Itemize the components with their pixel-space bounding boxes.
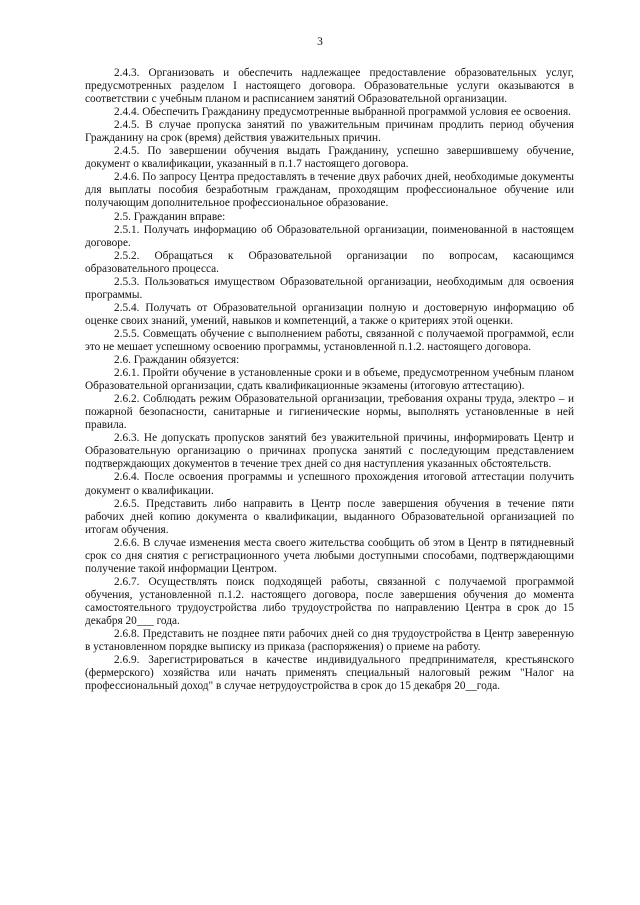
paragraph: 2.6.1. Пройти обучение в установленные сроки и в объеме, предусмотренном учебным планом Образовательной организации, сдать квалификационные экзамены (итоговую аттестацию). — [85, 367, 574, 393]
paragraph: 2.5. Гражданин вправе: — [114, 210, 226, 223]
paragraph: 2.6.7. Осуществлять поиск подходящей работы, связанной с получаемой программой обучения, установленной п.1.2. настоящего договора, после завершения обучения до момента самостоятельного трудоустройства либо трудоустройства по направлению Центра в срок до 15 декабря 20___ года. — [85, 575, 574, 627]
paragraph: 2.4.6. По запросу Центра предоставлять в течение двух рабочих дней, необходимые документы для выплаты пособия безработным гражданам, проходящим профессиональное обучение или получающим дополнительное профессиональное образование. — [85, 171, 574, 210]
paragraph: 2.6.3. Не допускать пропусков занятий без уважительной причины, информировать Центр и Образовательную организацию о причинах пропуска занятий с последующим представлением подтверждающих документов в течение трех дней со дня наступления указанных обстоятельств. — [85, 432, 574, 471]
paragraph: 2.4.3. Организовать и обеспечить надлежащее предоставление образовательных услуг, предусмотренных разделом I настоящего договора. Образовательные услуги оказываются в соответствии с учебным планом и расписанием занятий Образовательной организации. — [85, 67, 574, 106]
paragraph: 2.5.5. Совмещать обучение с выполнением работы, связанной с получаемой программой, если это не мешает успешному освоению программы, установленной п.1.2. настоящего договора. — [85, 327, 574, 353]
paragraph: 2.5.4. Получать от Образовательной организации полную и достоверную информацию об оценке своих знаний, умений, навыков и компетенций, а также о критериях этой оценки. — [85, 301, 574, 327]
paragraph: 2.5.3. Пользоваться имуществом Образовательной организации, необходимым для освоения программы. — [85, 275, 574, 301]
paragraph: 2.4.4. Обеспечить Гражданину предусмотренные выбранной программой условия ее освоения. — [114, 106, 571, 119]
paragraph: 2.5.2. Обращаться к Образовательной организации по вопросам, касающимся образовательного процесса. — [85, 249, 574, 275]
paragraph: 2.6.5. Представить либо направить в Центр после завершения обучения в течение пяти рабочих дней копию документа о квалификации, выданного Образовательной организацией по итогам обучения. — [85, 497, 574, 536]
paragraph: 2.6.9. Зарегистрироваться в качестве индивидуального предпринимателя, крестьянского (фермерского) хозяйства или начать применять специальный налоговый режим "Налог на профессиональный доход" в случае нетрудоустройства в срок до 15 декабря 20__года. — [85, 654, 574, 693]
paragraph: 2.5.1. Получать информацию об Образовательной организации, поименованной в настоящем договоре. — [85, 223, 574, 249]
document-body — [85, 67, 574, 693]
paragraph: 2.6.6. В случае изменения места своего жительства сообщить об этом в Центр в пятидневный срок со дня снятия с регистрационного учета любыми доступными способами, подтверждающими получение такой информации Центром. — [85, 536, 574, 575]
paragraph: 2.6.8. Представить не позднее пяти рабочих дней со дня трудоустройства в Центр заверенную в установленном порядке выписку из приказа (распоряжения) о приеме на работу. — [85, 628, 574, 654]
paragraph: 2.6.2. Соблюдать режим Образовательной организации, требования охраны труда, электро – и пожарной безопасности, санитарные и гигиенические нормы, выполнять установленные в ней правила. — [85, 393, 574, 432]
page-number: 3 — [317, 36, 323, 48]
paragraph: 2.6. Гражданин обязуется: — [114, 354, 240, 367]
paragraph: 2.6.4. После освоения программы и успешного прохождения итоговой аттестации получить документ о квалификации. — [85, 471, 574, 497]
paragraph: 2.4.5. По завершении обучения выдать Гражданину, успешно завершившему обучение, документ о квалификации, указанный в п.1.7 настоящего договора. — [85, 145, 574, 171]
paragraph: 2.4.5. В случае пропуска занятий по уважительным причинам продлить период обучения Гражданину на срок (время) действия уважительных причин. — [85, 119, 574, 145]
